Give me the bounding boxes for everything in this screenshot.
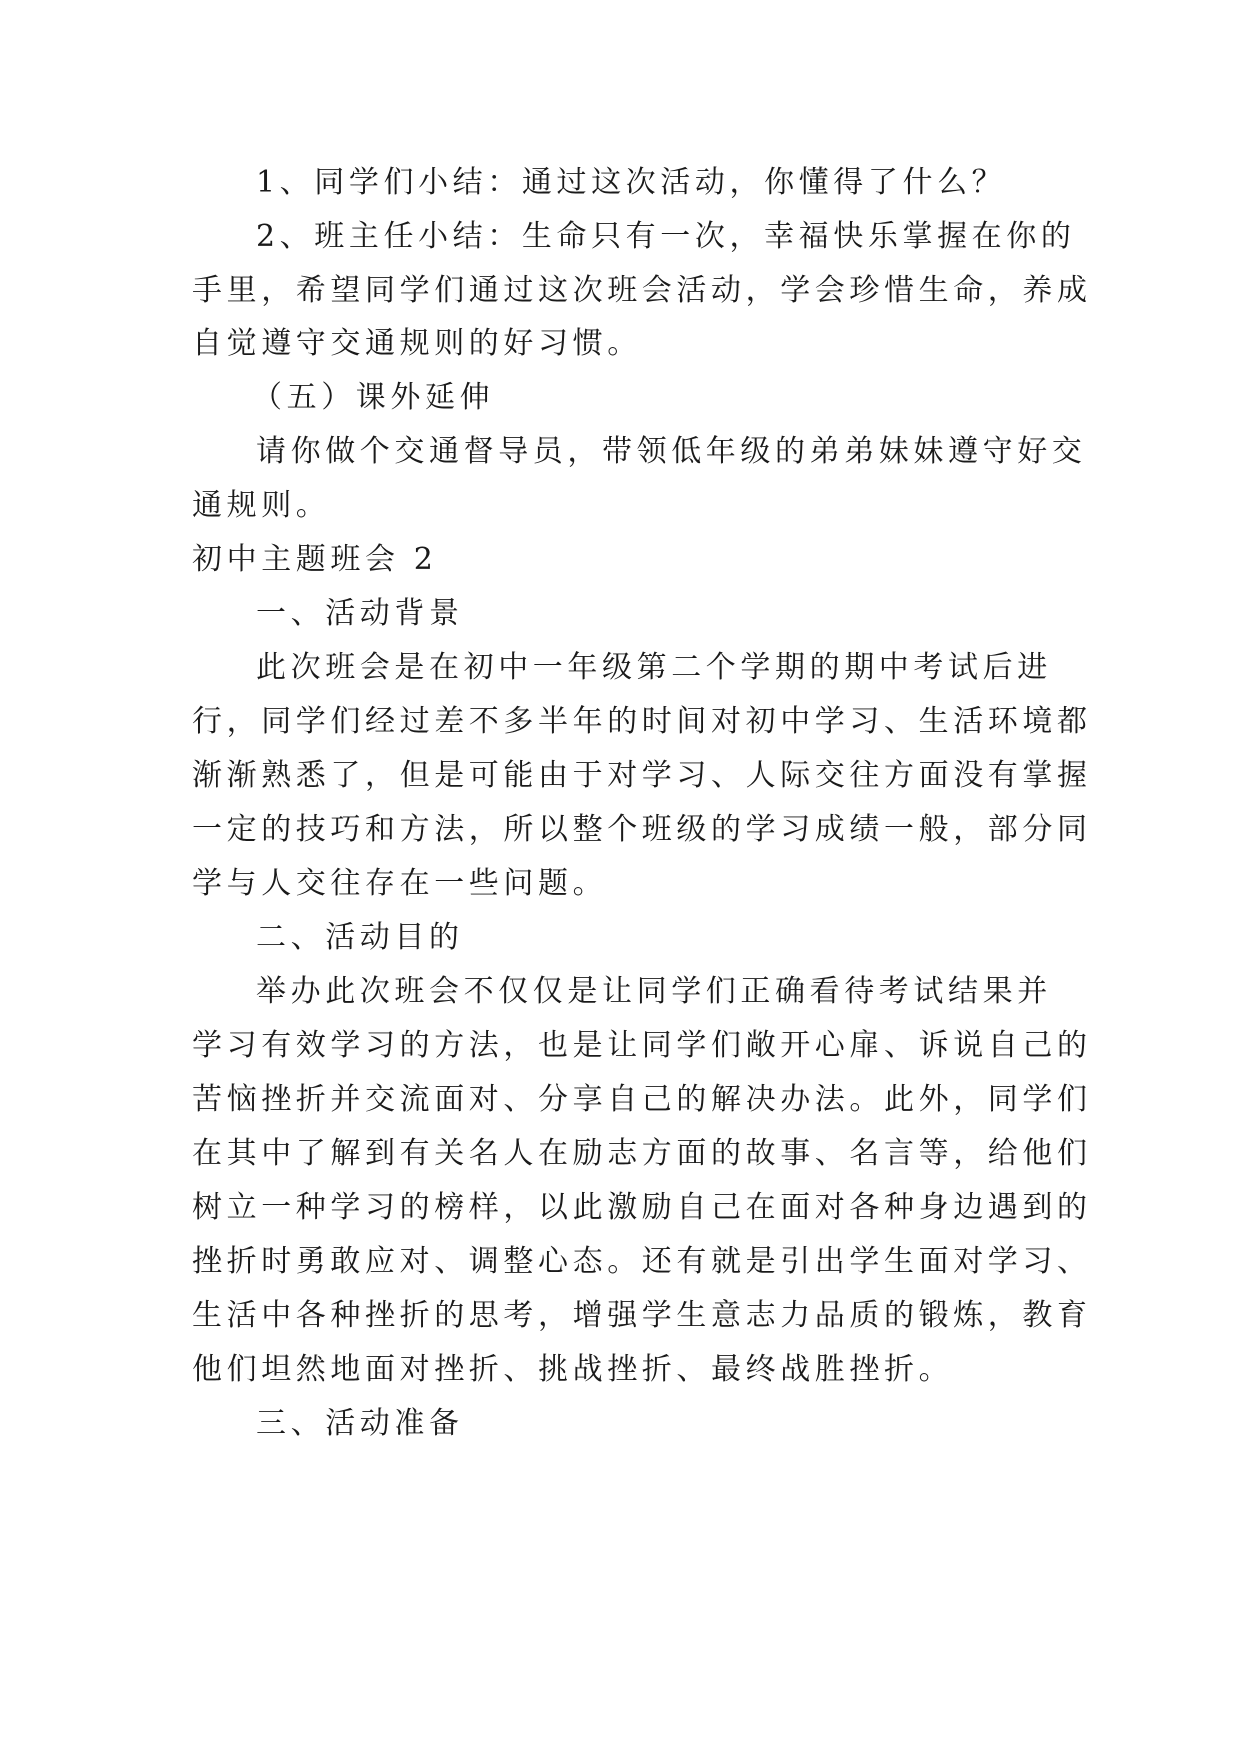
text-line-6: 请你做个交通督导员，带领低年级的弟弟妹妹遵守好交 (256, 434, 1087, 469)
text-line-23: 他们坦然地面对挫折、挑战挫折、最终战胜挫折。 (192, 1352, 954, 1387)
section-heading-extension: （五）课外延伸 (252, 380, 495, 415)
text-line-18: 苦恼挫折并交流面对、分享自己的解决办法。此外，同学们 (192, 1082, 1092, 1117)
document-title-2: 初中主题班会 2 (192, 542, 438, 577)
text-line-20: 树立一种学习的榜样，以此激励自己在面对各种身边遇到的 (192, 1190, 1092, 1225)
section-heading-purpose: 二、活动目的 (256, 920, 464, 955)
text-line-3: 手里，希望同学们通过这次班会活动，学会珍惜生命，养成 (192, 273, 1092, 308)
text-line-22: 生活中各种挫折的思考，增强学生意志力品质的锻炼，教育 (192, 1298, 1092, 1333)
text-line-19: 在其中了解到有关名人在励志方面的故事、名言等，给他们 (192, 1136, 1092, 1171)
text-line-2: 2、班主任小结：生命只有一次，幸福快乐掌握在你的 (256, 219, 1076, 254)
text-line-10: 此次班会是在初中一年级第二个学期的期中考试后进 (256, 650, 1052, 685)
section-heading-preparation: 三、活动准备 (256, 1406, 464, 1441)
text-line-13: 一定的技巧和方法，所以整个班级的学习成绩一般，部分同 (192, 812, 1092, 847)
section-heading-background: 一、活动背景 (256, 596, 464, 631)
text-line-11: 行，同学们经过差不多半年的时间对初中学习、生活环境都 (192, 704, 1092, 739)
text-line-16: 举办此次班会不仅仅是让同学们正确看待考试结果并 (256, 974, 1052, 1009)
text-line-14: 学与人交往存在一些问题。 (192, 866, 608, 901)
text-line-1: 1、同学们小结：通过这次活动，你懂得了什么？ (256, 165, 1007, 200)
text-line-21: 挫折时勇敢应对、调整心态。还有就是引出学生面对学习、 (192, 1244, 1092, 1279)
text-line-7: 通规则。 (192, 488, 331, 523)
text-line-4: 自觉遵守交通规则的好习惯。 (192, 326, 642, 361)
text-line-12: 渐渐熟悉了，但是可能由于对学习、人际交往方面没有掌握 (192, 758, 1092, 793)
text-line-17: 学习有效学习的方法，也是让同学们敞开心扉、诉说自己的 (192, 1028, 1092, 1063)
